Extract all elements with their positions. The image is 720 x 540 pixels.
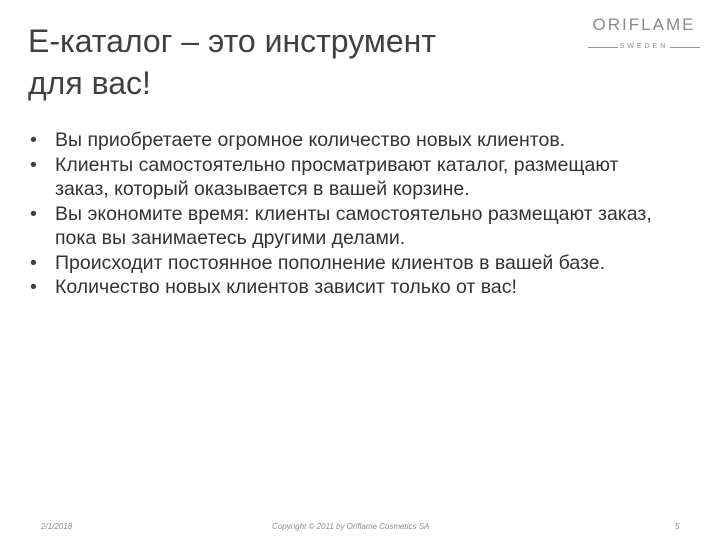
bullet-item [28, 128, 668, 153]
footer-copyright: Copyright © 2011 by Oriflame Cosmetics SA [272, 522, 430, 531]
bullet-text: Количество новых клиентов зависит только от вас! [55, 276, 517, 298]
bullet-text: Вы экономите время: клиенты самостоятельно размещают заказ, пока вы занимаетесь другими делами. [55, 202, 652, 249]
bullet-marker: • [30, 153, 37, 176]
logo-wordmark: ORIFLAME [592, 15, 696, 34]
slide-title-line-2: для вас! [28, 65, 151, 101]
bullet-item [28, 275, 668, 300]
footer-date: 2/1/2018 [41, 522, 73, 531]
bullet-marker: • [30, 202, 37, 225]
bullet-text: Клиенты самостоятельно просматривают каталог, размещают заказ, который оказывается в вашей корзине. [55, 153, 619, 200]
bullet-marker: • [30, 276, 37, 298]
logo-divider-right [670, 47, 700, 48]
bullet-marker: • [30, 251, 37, 274]
bullet-text: Происходит постоянное пополнение клиентов в вашей базе. [55, 251, 605, 274]
bullet-item [28, 251, 668, 276]
bullet-item [28, 202, 668, 251]
bullet-list [28, 128, 668, 300]
bullet-marker: • [30, 129, 37, 151]
logo-subtitle: SWEDEN [619, 43, 669, 50]
bullet-text: Вы приобретаете огромное количество новых клиентов. [55, 129, 566, 151]
slide-footer [0, 518, 720, 534]
oriflame-logo [586, 14, 702, 60]
slide-title-line-1: Е-каталог – это инструмент [28, 23, 436, 59]
slide-title [28, 20, 548, 104]
bullet-item [28, 153, 668, 202]
footer-page-number: 5 [675, 522, 680, 531]
